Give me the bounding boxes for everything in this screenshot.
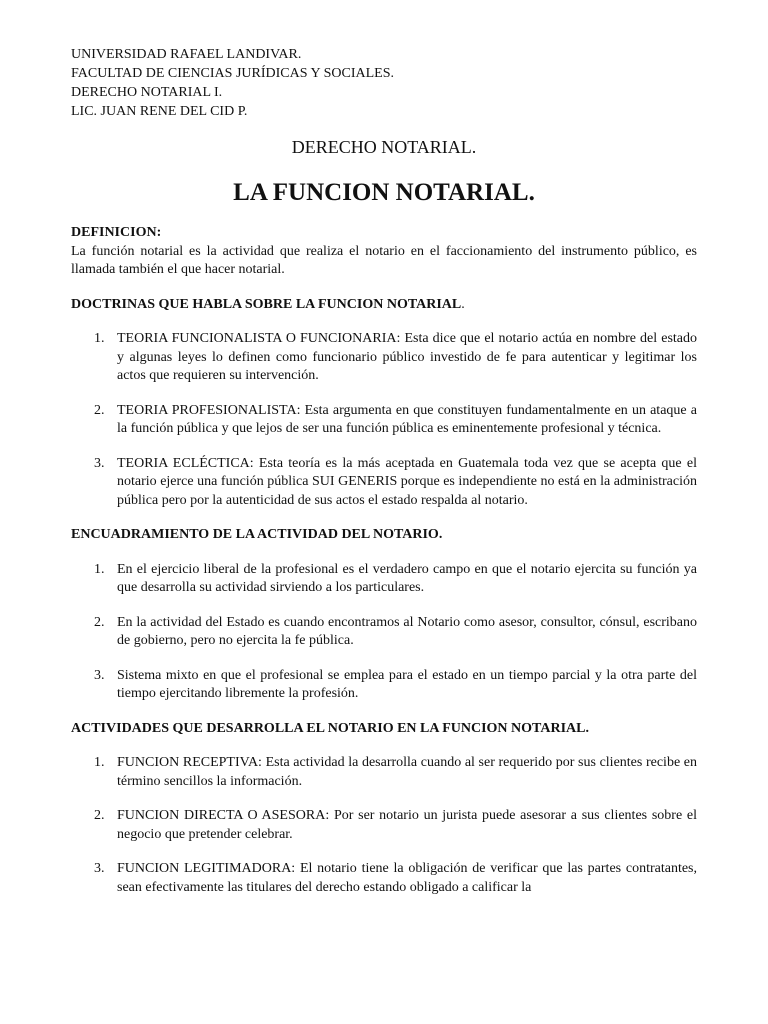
list-item-number: 3. <box>94 455 105 471</box>
document-header <box>71 45 394 121</box>
list-item-text: En la actividad del Estado es cuando encontramos al Notario como asesor, consultor, cónsul, escribano de gobierno, pero no ejercita la fe pública. <box>117 614 697 648</box>
list-item <box>71 807 697 844</box>
header-faculty: FACULTAD DE CIENCIAS JURÍDICAS Y SOCIALES. <box>71 66 394 81</box>
section-doctrinas <box>71 296 697 511</box>
document-body <box>71 224 697 897</box>
header-university: UNIVERSIDAD RAFAEL LANDIVAR. <box>71 47 302 62</box>
list-item-text: TEORIA ECLÉCTICA: Esta teoría es la más aceptada en Guatemala toda vez que se acepta que el notario ejerce una función pública SUI GENERIS porque es independiente no está en la administración pública pero por la autenticidad de sus actos el estado respalda al notario. <box>117 455 697 508</box>
list-item <box>71 455 697 511</box>
list-item-number: 2. <box>94 614 105 630</box>
list-item-number: 1. <box>94 331 105 346</box>
document-title: LA FUNCION NOTARIAL. <box>233 179 535 206</box>
section-heading-encuadramiento: ENCUADRAMIENTO DE LA ACTIVIDAD DEL NOTARIO. <box>71 527 443 542</box>
document-subtitle: DERECHO NOTARIAL. <box>291 137 477 157</box>
list-item-text: Sistema mixto en que el profesional se emplea para el estado en un tiempo parcial y la otra parte del tiempo ejercitando libremente la profesión. <box>117 667 697 701</box>
list-item-text: TEORIA PROFESIONALISTA: Esta argumenta en que constituyen fundamentalmente en un ataque a la función pública y que lejos de ser una función pública es eminentemente profesional y técnica. <box>117 402 697 436</box>
list-item-text: En el ejercicio liberal de la profesional es el verdadero campo en que el notario ejercita su función ya que desarrolla su actividad sirviendo a los particulares. <box>117 561 697 595</box>
section-heading-definicion: DEFINICION: <box>71 225 162 240</box>
list-item-text: FUNCION DIRECTA O ASESORA: Por ser notario un jurista puede asesorar a sus clientes sobre el negocio que pretender celebrar. <box>117 808 697 842</box>
encuadramiento-list <box>71 561 697 704</box>
header-course: DERECHO NOTARIAL I. <box>71 85 223 100</box>
list-item <box>71 667 697 704</box>
list-item-number: 1. <box>94 755 105 770</box>
list-item-text: TEORIA FUNCIONALISTA O FUNCIONARIA: Esta dice que el notario actúa en nombre del estado y algunas leyes lo definen como funcionario público investido de fe para autenticar y legitimar los actos que requieren su intervención. <box>117 331 697 383</box>
list-item-text: FUNCION LEGITIMADORA: El notario tiene la obligación de verificar que las partes contratantes, sean efectivamente las titulares del derecho estando obligado a calificar la <box>117 861 697 895</box>
section-actividades <box>71 720 697 898</box>
header-professor: LIC. JUAN RENE DEL CID P. <box>71 104 248 119</box>
list-item-number: 3. <box>94 861 105 876</box>
list-item <box>71 561 697 598</box>
section-heading-doctrinas <box>71 296 697 315</box>
list-item-number: 3. <box>94 667 105 683</box>
doctrinas-heading-period: . <box>461 296 465 312</box>
list-item <box>71 402 697 439</box>
list-item <box>71 330 697 386</box>
doctrinas-heading-text: DOCTRINAS QUE HABLA SOBRE LA FUNCION NOTARIAL <box>71 296 462 312</box>
list-item-text: FUNCION RECEPTIVA: Esta actividad la desarrolla cuando al ser requerido por sus clientes recibe en término sencillos la información. <box>117 755 697 789</box>
definicion-text: La función notarial es la actividad que realiza el notario en el faccionamiento del instrumento público, es llamada también el que hacer notarial. <box>71 243 697 277</box>
section-encuadramiento <box>71 526 697 704</box>
section-heading-actividades: ACTIVIDADES QUE DESARROLLA EL NOTARIO EN LA FUNCION NOTARIAL. <box>71 720 589 736</box>
list-item-number: 2. <box>94 808 105 823</box>
list-item <box>71 860 697 897</box>
list-item <box>71 754 697 791</box>
list-item <box>71 614 697 651</box>
doctrinas-list <box>71 330 697 510</box>
section-definicion <box>71 224 697 280</box>
list-item-number: 2. <box>94 402 105 418</box>
actividades-list <box>71 754 697 897</box>
list-item-number: 1. <box>94 561 105 577</box>
